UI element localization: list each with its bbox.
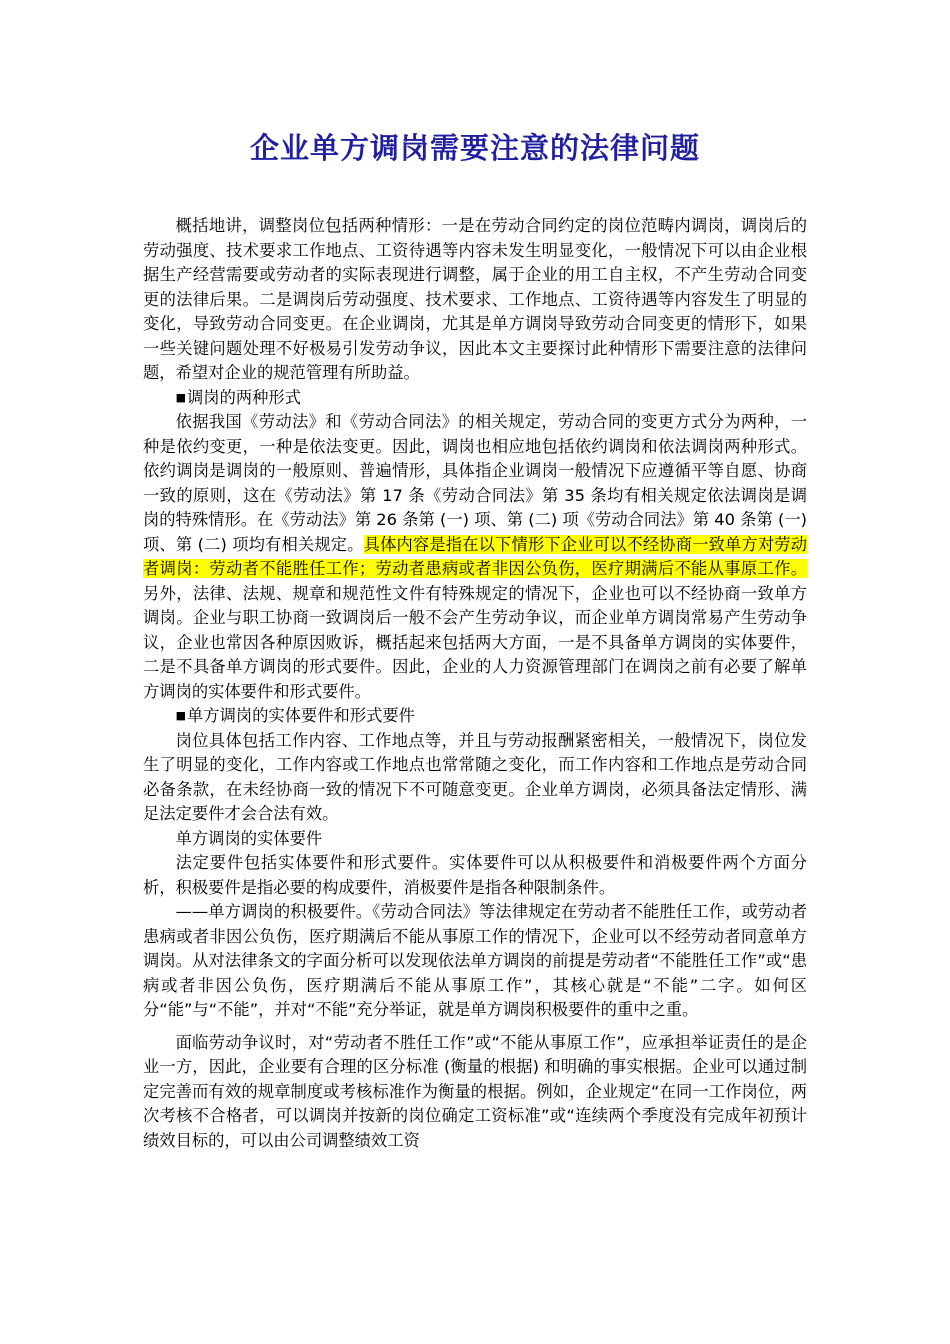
body-paragraph: 概括地讲，调整岗位包括两种情形：一是在劳动合同约定的岗位范畴内调岗，调岗后的劳动强度、技术要求工作地点、工资待遇等内容未发生明显变化，一般情况下可以由企业根据生产经营需要或劳动者的实际表现进行调整，属于企业的用工自主权，不产生劳动合同变更的法律后果。二是调岗后劳动强度、技术要求、工作地点、工资待遇等内容发生了明显的变化，导致劳动合同变更。在企业调岗，尤其是单方调岗导致劳动合同变更的情形下，如果一些关键问题处理不好极易引发劳动争议，因此本文主要探讨此种情形下需要注意的法律问题，希望对企业的规范管理有所助益。 bbox=[143, 216, 807, 382]
section-heading bbox=[143, 386, 807, 411]
body-paragraph: 岗位具体包括工作内容、工作地点等，并且与劳动报酬紧密相关，一般情况下，岗位发生了明显的变化，工作内容或工作地点也常常随之变化，而工作内容和工作地点是劳动合同必备条款，在未经协商一致的情况下不可随意变更。企业单方调岗，必须具备法定情形、满足法定要件才会合法有效。 bbox=[143, 730, 807, 823]
document-body bbox=[143, 214, 807, 1153]
square-bullet-icon: ■ bbox=[175, 709, 186, 722]
section-heading bbox=[143, 704, 807, 729]
paragraph-text: 另外，法律、法规、规章和规范性文件有特殊规定的情况下，企业也可以不经协商一致单方调岗。企业与职工协商一致调岗后一般不会产生劳动争议，而企业单方调岗常易产生劳动争议，企业也常因各种原因败诉，概括起来包括两大方面，一是不具备单方调岗的实体要件，二是不具备单方调岗的形式要件。因此，企业的人力资源管理部门在调岗之前有必要了解单方调岗的实体要件和形式要件。 bbox=[143, 583, 807, 701]
section-heading-text: 调岗的两种形式 bbox=[187, 387, 301, 407]
body-paragraph: ——单方调岗的积极要件。《劳动合同法》等法律规定在劳动者不能胜任工作，或劳动者患病或者非因公负伤，医疗期满后不能从事原工作的情况下，企业可以不经劳动者同意单方调岗。从对法律条文的字面分析可以发现依法单方调岗的前提是劳动者“不能胜任工作”或“患病或者非因公负伤，医疗期满后不能从事原工作”，其核心就是“不能”二字。如何区分“能”与“不能”，并对“不能”充分举证，就是单方调岗积极要件的重中之重。 bbox=[143, 902, 807, 1019]
body-paragraph: 法定要件包括实体要件和形式要件。实体要件可以从积极要件和消极要件两个方面分析，积极要件是指必要的构成要件，消极要件是指各种限制条件。 bbox=[143, 853, 807, 897]
paragraph-text: 依据我国《劳动法》和《劳动合同法》的相关规定，劳动合同的变更方式分为两种，一种是依约变更，一种是依法变更。因此，调岗也相应地包括依约调岗和依法调岗两种形式。依约调岗是调岗的一般原则、普遍情形，具体指企业调岗一般情况下应遵循平等自愿、协商一致的原则，这在《劳动法》第 17 条《劳动合同法》第 35 条均有相关规定依法调岗是调岗的特殊情形。在《劳动法》第 26 条第 (一) 项、第 (二) 项《劳动合同法》第 40 条第 (一) 项、第 (二) 项均有相关规定。 bbox=[143, 412, 807, 554]
paragraph-gap bbox=[143, 1023, 807, 1031]
section-heading bbox=[143, 827, 807, 852]
body-paragraph bbox=[143, 410, 807, 704]
highlighted-text: 具体内容是指在以下情形下企业可以不经协商一致单方对劳动者调岗：劳动者不能胜任工作；劳动者患病或者非因公负伤，医疗期满后不能从事原工作。 bbox=[143, 534, 807, 578]
section-heading-text: 单方调岗的实体要件 bbox=[175, 828, 323, 848]
body-paragraph: 面临劳动争议时，对“劳动者不胜任工作”或“不能从事原工作”，应承担举证责任的是企业一方，因此，企业要有合理的区分标准 (衡量的根据) 和明确的事实根据。企业可以通过制定完善而有效的规章制度或考核标准作为衡量的根据。例如，企业规定“在同一工作岗位，两次考核不合格者，可以调岗并按新的岗位确定工资标准”或“连续两个季度没有完成年初预计绩效目标的，可以由公司调整绩效工资 bbox=[143, 1032, 807, 1150]
square-bullet-icon: ■ bbox=[175, 390, 186, 404]
document-title: 企业单方调岗需要注意的法律问题 bbox=[249, 131, 700, 165]
section-heading-text: 单方调岗的实体要件和形式要件 bbox=[187, 706, 415, 725]
